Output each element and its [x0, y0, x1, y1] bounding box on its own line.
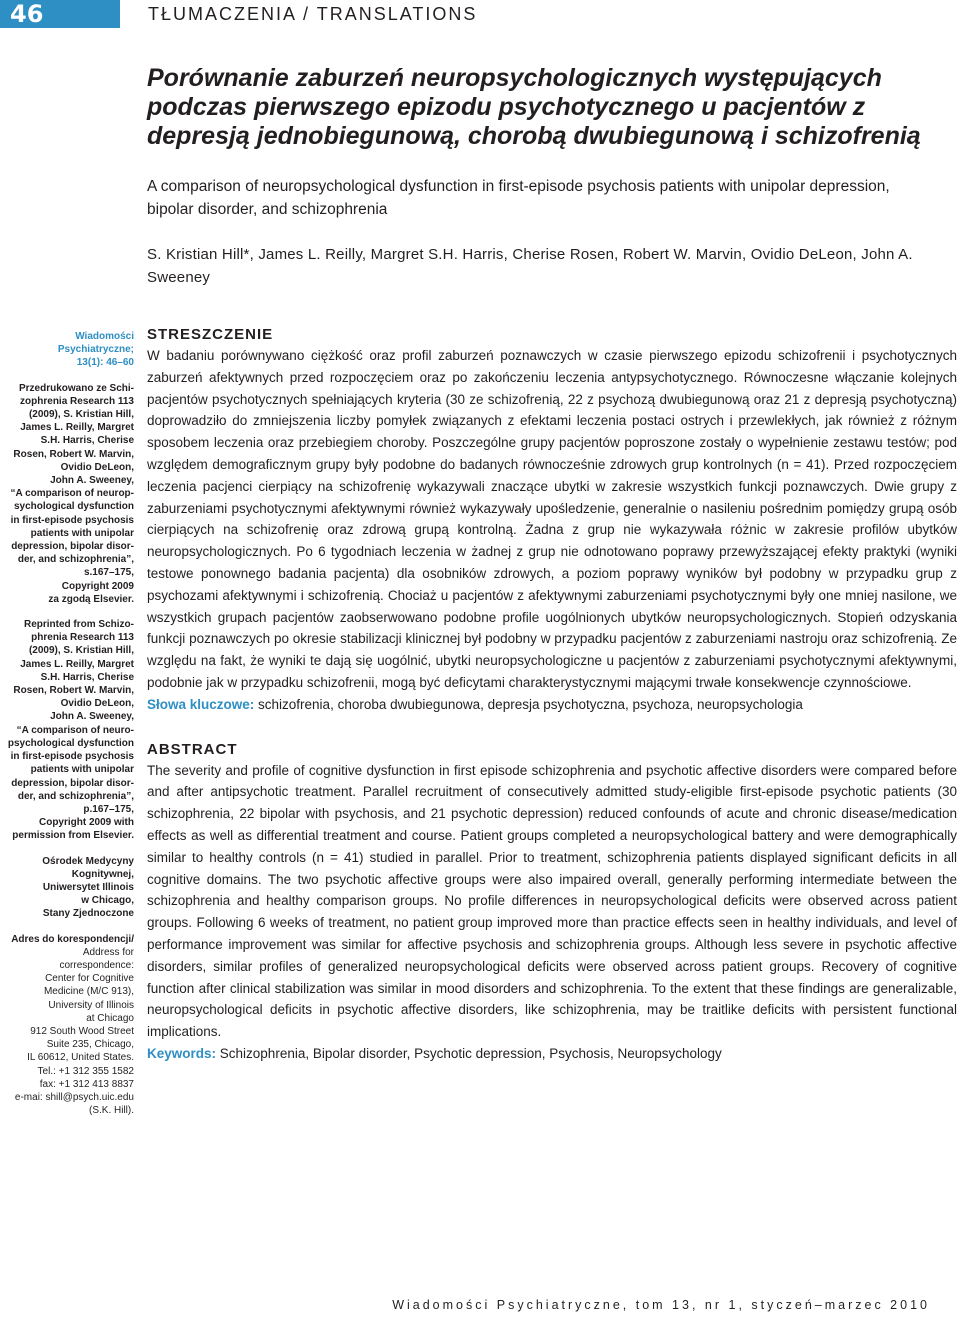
sidebar-line: zophrenia Research 113	[20, 395, 134, 407]
sidebar-line: Copyright 2009 with	[38, 817, 134, 829]
sidebar-line: depression, bipolar disor-	[11, 541, 134, 553]
printed-from-note	[4, 382, 134, 606]
sidebar-line: at Chicago	[86, 1012, 134, 1024]
sidebar-line: S.H. Harris, Cherise	[40, 671, 134, 683]
sidebar-line: 13(1): 46–60	[76, 357, 134, 369]
sidebar-line: Ovidio DeLeon,	[60, 461, 134, 473]
sidebar-line: der, and schizophrenia”,	[17, 554, 134, 566]
abstract-heading: ABSTRACT	[147, 740, 238, 758]
sidebar-line: S.H. Harris, Cherise	[40, 435, 134, 447]
reprinted-from-note	[4, 618, 134, 842]
streszczenie-section	[147, 325, 957, 716]
article-title-english: A comparison of neuropsychological dysfunction in first-episode psychosis patients with unipolar depression, bipolar disorder, and schizophrenia	[147, 178, 890, 218]
sidebar-line: “A comparison of neurop-	[10, 488, 134, 500]
sidebar-line: Ośrodek Medycyny	[42, 855, 134, 867]
sidebar-line: Rosen, Robert W. Marvin,	[13, 685, 134, 697]
sidebar-line: p.167–175,	[83, 803, 134, 815]
journal-footer: Wiadomości Psychiatryczne, tom 13, nr 1, styczeń–marzec 2010	[392, 1298, 930, 1312]
sidebar-line: Przedrukowano ze Schi-	[18, 382, 134, 394]
sidebar-line: John A. Sweeney,	[50, 475, 134, 487]
sidebar-line: IL 60612, United States.	[27, 1052, 134, 1064]
sidebar-line: Stany Zjednoczone	[42, 908, 134, 920]
correspondence-lines	[4, 946, 134, 1118]
section-label: TŁUMACZENIA / TRANSLATIONS	[148, 3, 478, 24]
sidebar-metadata	[4, 330, 134, 1129]
sidebar-line: Wiadomości	[75, 331, 134, 342]
sidebar-line: phrenia Research 113	[31, 632, 134, 644]
author-list: S. Kristian Hill*, James L. Reilly, Margret S.H. Harris, Cherise Rosen, Robert W. Marvin, Ovidio DeLeon, John A. Sweeney	[147, 246, 913, 286]
sidebar-line: Psychiatryczne;	[57, 344, 134, 356]
sidebar-line: Address for	[82, 946, 134, 958]
sidebar-line: e-mai: shill@psych.uic.edu	[14, 1091, 134, 1103]
sidebar-line: “A comparison of neuro-	[16, 724, 134, 736]
sidebar-line: Rosen, Robert W. Marvin,	[13, 448, 134, 460]
sidebar-line: James L. Reilly, Margret	[20, 422, 134, 434]
streszczenie-keywords	[147, 694, 957, 716]
sidebar-line: der, and schizophrenia”,	[17, 790, 134, 802]
sidebar-line: Suite 235, Chicago,	[46, 1039, 134, 1051]
keywords-label-en: Keywords:	[147, 1045, 217, 1061]
sidebar-line: in first-episode psychosis	[10, 514, 134, 526]
sidebar-line: depression, bipolar disor-	[11, 777, 134, 789]
sidebar-line: patients with unipolar	[30, 764, 134, 776]
journal-citation	[4, 330, 134, 370]
sidebar-line: psychological dysfunction	[7, 737, 134, 749]
sidebar-line: Tel.: +1 312 355 1582	[37, 1065, 134, 1077]
sidebar-line: fax: +1 312 413 8837	[39, 1078, 134, 1090]
page-number: 46	[0, 0, 120, 28]
sidebar-line: (S.K. Hill).	[89, 1105, 134, 1117]
sidebar-line: in first-episode psychosis	[10, 751, 134, 763]
sidebar-line: Medicine (M/C 913),	[43, 986, 134, 998]
sidebar-line: patients with unipolar	[30, 527, 134, 539]
sidebar-line: University of Illinois	[48, 999, 134, 1011]
sidebar-line: za zgodą Elsevier.	[48, 593, 134, 605]
streszczenie-heading: STRESZCZENIE	[147, 326, 274, 343]
article-title-polish: Porównanie zaburzeń neuropsychologicznych występujących podczas pierwszego epizodu psychotycznego u pacjentów z depresją jednobiegunową, chorobą dwubiegunową i schizofrenią	[147, 64, 921, 150]
affiliation	[4, 855, 134, 921]
correspondence-address	[4, 933, 134, 1118]
sidebar-line: Kognitywnej,	[71, 868, 134, 880]
keywords-pl: schizofrenia, choroba dwubiegunowa, depresja psychotyczna, psychoza, neuropsychologia	[254, 696, 803, 712]
abstract-section	[147, 740, 957, 1065]
keywords-en: Schizophrenia, Bipolar disorder, Psychotic depression, Psychosis, Neuropsychology	[216, 1045, 722, 1061]
sidebar-line: w Chicago,	[81, 895, 134, 907]
sidebar-line: James L. Reilly, Margret	[20, 658, 134, 670]
sidebar-line: Uniwersytet Illinois	[42, 881, 134, 893]
streszczenie-body: W badaniu porównywano ciężkość oraz profil zaburzeń poznawczych w czasie pierwszego epizodu schizofrenii i psychotycznych zaburzeń afektywnych przed rozpoczęciem oraz po zakończeniu leczenia antypsychotycznego. Równoczesne włączanie kolejnych pacjentów psychotycznych spełniających kryteria (30 ze schizofrenią, 22 z psychozą dwubiegunową oraz 21 z depresją psychotyczną) doprowadziło do zmniejszenia liczby pomyłek związanych z efektami leczenia postaci ostrych i przewlekłych, jak również z różnym sposobem leczenia oraz przebiegiem choroby. Poszczególne grupy pacjentów poproszone zostały o wypełnienie zestawu testów; pod względem demograficznym grupy były podobne do badanych równocześnie zdrowych grup kontrolnych (n = 41). Przed rozpoczęciem leczenia pacjenci cierpiący na schizofrenię wykazywali znaczące ubytki w zakresie wszystkich funkcji poznawczych. Dwie grupy z zaburzeniami psychotycznymi afektywnymi również wykazywały upośledzenie, generalnie o nasileniu pośrednim pomiędzy grupą osób cierpiących na schizofrenię oraz zdrową grupą kontrolną. Żadna z grup nie wykazywała różnic w zakresie profilów ubytków neuropsychologicznych. Po 6 tygodniach leczenia w żadnej z grup nie odnotowano poprawy przewyższającej efekty praktyki (wyniki testowe ponownego badania pacjenta) dla osobników zdrowych, a poziom poprawy wyników był podobny w przypadku grup z psychozami afektywnymi i schizofrenią. Chociaż u pacjentów z afektywnymi zaburzeniami psychotycznymi były one mniej nasilone, we wszystkich grupach pacjentów zaobserwowano podobne profile uogólnionych ubytków neuropsychologicznych. Stopień odzyskania funkcji poznawczych po okresie stabilizacji klinicznej był podobny w przypadku pacjentów z zaburzeniami nastroju oraz schizofrenią. Ze względu na fakt, że wyniki te dają się uogólnić, ubytki neuropsychologiczne u pacjentów z zaburzeniami psychotycznymi afektywnymi, podobnie jak w przypadku schizofrenii, mogą być deficytami charakterystycznymi mającymi trwałe konsekwencje czynnościowe.	[147, 348, 957, 690]
sidebar-line: correspondence:	[59, 959, 134, 971]
sidebar-line: sychological dysfunction	[13, 501, 134, 513]
sidebar-line: 912 South Wood Street	[30, 1025, 134, 1037]
sidebar-line: (2009), S. Kristian Hill,	[28, 409, 134, 421]
sidebar-line: permission from Elsevier.	[12, 830, 134, 842]
sidebar-line: (2009), S. Kristian Hill,	[28, 645, 134, 657]
sidebar-line: John A. Sweeney,	[50, 711, 134, 723]
running-header	[0, 0, 960, 28]
abstract-keywords	[147, 1043, 957, 1065]
keywords-label-pl: Słowa kluczowe:	[147, 696, 255, 712]
sidebar-line: Copyright 2009	[61, 580, 134, 592]
abstract-body: The severity and profile of cognitive dysfunction in first episode schizophrenia and psychotic affective disorders were compared before and after antipsychotic treatment. Parallel recruitment of consecutively admitted study-eligible first-episode psychotic patients (30 schizophrenia, 22 bipolar with psychosis, and 21 psychotic depression) reduced confounds of acute and chronic disease/medication effects as well as differential treatment and course. Patient groups completed a neuropsychological battery and were demographically similar to healthy controls (n = 41) studied in parallel. Prior to treatment, schizophrenia patients displayed significant deficits in all cognitive domains. The two psychotic affective groups were also impaired overall, generally performing intermediate between the schizophrenia and healthy comparison groups. No profile differences in neuropsychological deficits were observed across patient groups. Following 6 weeks of treatment, no patient group improved more than practice effects seen in healthy individuals, and level of performance improvement was similar for affective psychosis and schizophrenia groups. Although less severe in psychotic affective disorders, similar profiles of generalized neuropsychological deficits were observed across patient groups. Recovery of cognitive function after clinical stabilization was similar in mood disorders and schizophrenia. To the extent that these findings are generalizable, neuropsychological deficits in psychotic affective disorders, like schizophrenia, may be traitlike deficits with persistent functional implications.	[147, 762, 957, 1040]
abstract-column	[147, 325, 957, 1065]
correspondence-heading: Adres do korespondencji/	[11, 933, 134, 945]
sidebar-line: Center for Cognitive	[45, 973, 134, 985]
sidebar-line: Reprinted from Schizo-	[23, 619, 134, 631]
sidebar-line: s.167–175,	[83, 567, 134, 579]
sidebar-line: Ovidio DeLeon,	[60, 698, 134, 710]
